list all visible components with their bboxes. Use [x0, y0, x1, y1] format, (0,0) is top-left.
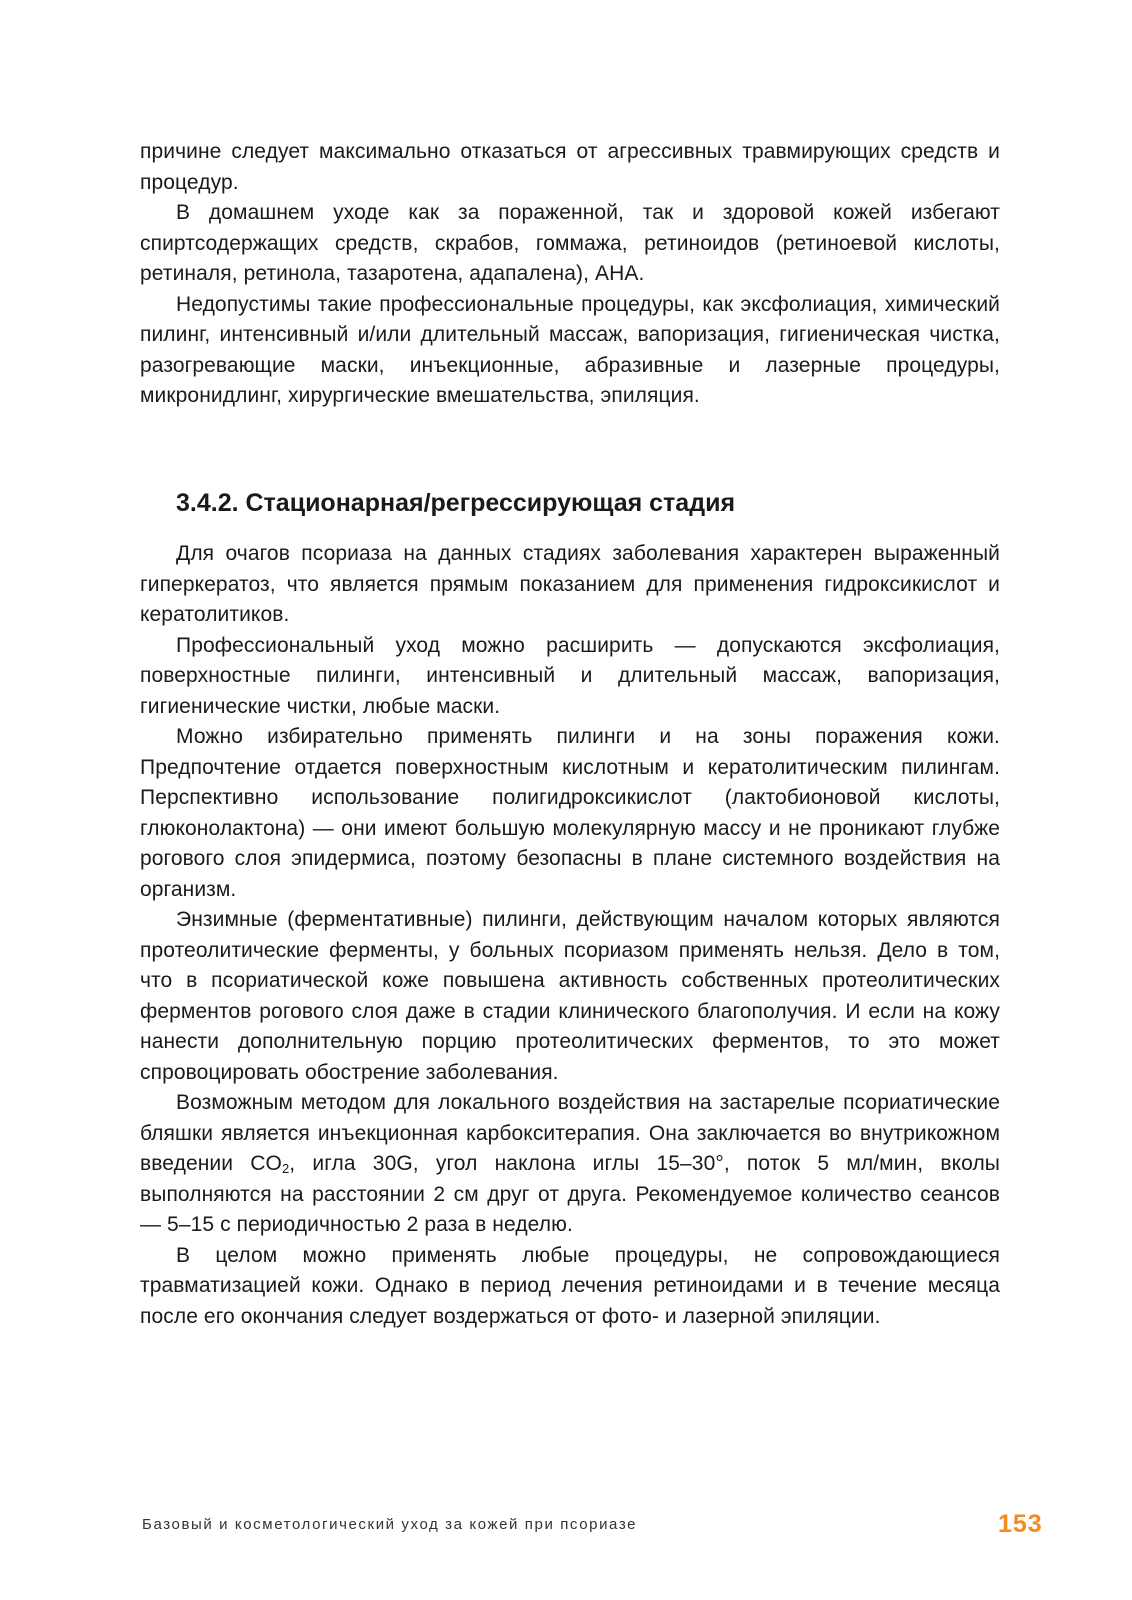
intro-text-block: [140, 137, 1000, 412]
co2-subscript: 2: [281, 1161, 290, 1176]
paragraph-prohibited-procedures: Недопустимы такие профессиональные процедуры, как эксфолиация, химический пилинг, интенсивный и/или длительный массаж, вапоризация, гигиеническая чистка, разогревающие маски, инъекционные, абразивные и лазерные процедуры, микронидлинг, хирургические вмешательства, эпиляция.: [140, 292, 1000, 407]
paragraph-continuation: причине следует максимально отказаться от агрессивных травмирующих средств и процедур.: [140, 140, 1000, 194]
paragraph-enzyme-peelings: Энзимные (ферментативные) пилинги, действующим началом которых являются протеолитические ферменты, у больных псориазом применять нельзя. Дело в том, что в псориатической коже повышена активность собственных протеолитических ферментов рогового слоя даже в стадии клинического благополучия. И если на кожу нанести дополнительную порцию протеолитических ферментов, то это может спровоцировать обострение заболевания.: [140, 908, 1000, 1084]
carboxy-text-before: Возможным методом для локального воздействия на застарелые псориатические бляшки является инъекционная карбокситерапия. Она заключается во внутрикожном введении CO: [140, 1091, 1000, 1175]
paragraph-hyperkeratosis: Для очагов псориаза на данных стадиях заболевания характерен выраженный гиперкератоз, что является прямым показанием для применения гидроксикислот и кератолитиков.: [140, 542, 1000, 626]
carboxy-text-after: , игла 30G, угол наклона иглы 15–30°, поток 5 мл/мин, вколы выполняются на расстоянии 2 см друг от друга. Рекомендуемое количество сеансов — 5–15 с периодичностью 2 раза в неделю.: [140, 1152, 1000, 1236]
paragraph-peelings: Можно избирательно применять пилинги и на зоны поражения кожи. Предпочтение отдается поверхностным кислотным и кератолитическим пилингам. Перспективно использование полигидроксикислот (лактобионовой кислоты, глюконолактона) — они имеют большую молекулярную массу и не проникают глубже рогового слоя эпидермиса, поэтому безопасны в плане системного воздействия на организм.: [140, 725, 1000, 901]
paragraph-home-care: В домашнем уходе как за пораженной, так и здоровой кожей избегают спиртсодержащих средств, скрабов, гоммажа, ретиноидов (ретиноевой кислоты, ретиналя, ретинола, тазаротена, адапалена), АНА.: [140, 201, 1000, 285]
page-number: 153: [998, 1510, 1043, 1538]
paragraph-professional-care: Профессиональный уход можно расширить — допускаются эксфолиация, поверхностные пилинги, интенсивный и длительный массаж, вапоризация, гигиенические чистки, любые маски.: [140, 633, 1000, 718]
footer-book-title: Базовый и косметологический уход за кожей при псориазе: [142, 1516, 638, 1533]
paragraph-carboxytherapy: [140, 1088, 1000, 1241]
section-text-block: [140, 539, 1000, 1332]
paragraph-final: В целом можно применять любые процедуры, не сопровождающиеся травматизацией кожи. Однако в период лечения ретиноидами и в течение месяца после его окончания следует воздержаться от фото- и лазерной эпиляции.: [140, 1243, 1000, 1328]
section-heading: 3.4.2. Стационарная/регрессирующая стадия: [176, 489, 736, 517]
